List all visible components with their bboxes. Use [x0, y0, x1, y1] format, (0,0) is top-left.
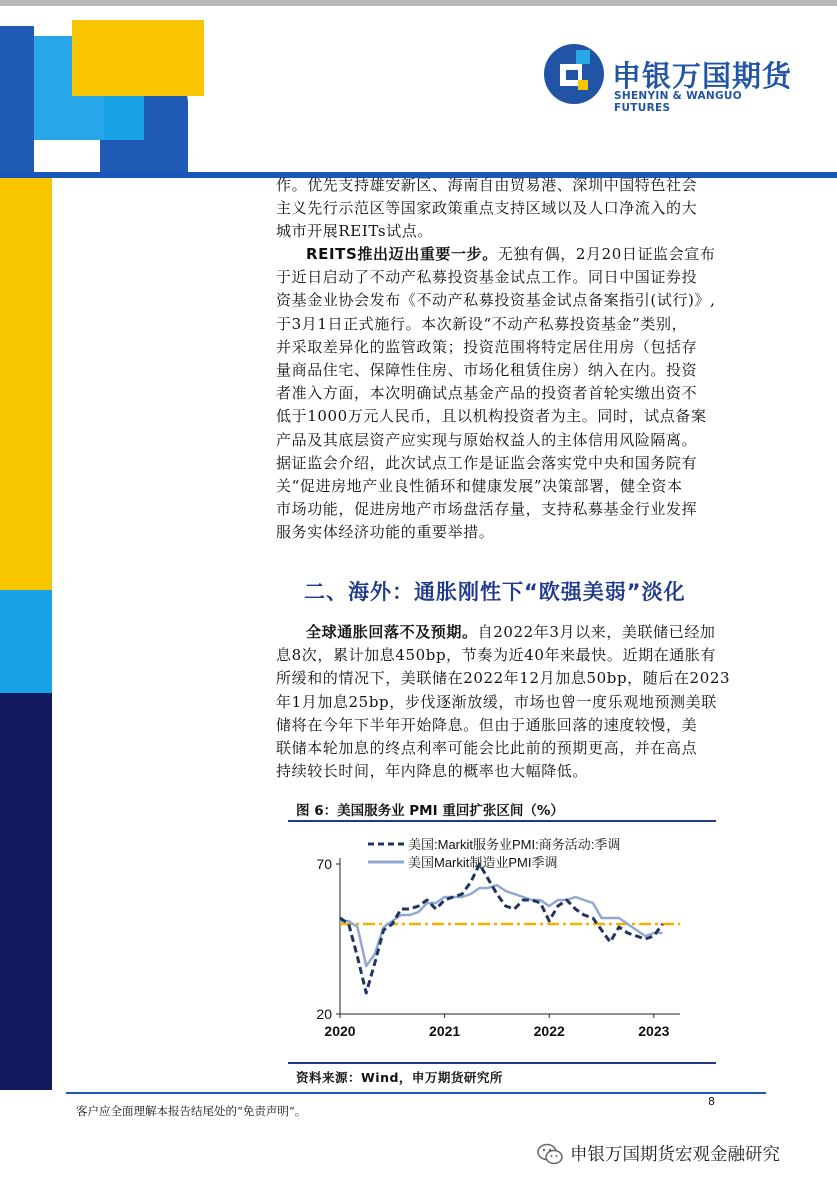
legend-label-services: 美国:Markit服务业PMI:商务活动:季调	[408, 837, 621, 852]
side-stripe-yellow	[0, 178, 52, 590]
paragraph-3	[276, 621, 730, 783]
footer-disclaimer: 客户应全面理解本报告结尾处的“免责声明”。	[76, 1104, 307, 1118]
paragraph-2	[276, 243, 715, 545]
text-line: 于3月1日正式施行。本次新设“不动产私募投资基金”类别，	[276, 314, 688, 333]
watermark-text: 申银万国期货宏观金融研究	[570, 1145, 780, 1165]
y-tick-label: 70	[316, 856, 332, 872]
page-number: 8	[708, 1095, 715, 1108]
legend	[368, 837, 620, 870]
figure-title: 图 6：美国服务业 PMI 重回扩张区间（%）	[296, 803, 564, 819]
company-logo	[542, 42, 802, 114]
x-tick-label: 2022	[533, 1023, 565, 1039]
legend-label-manufacturing: 美国Markit制造业PMI季调	[408, 855, 558, 870]
side-stripe-navy	[0, 693, 52, 1090]
pmi-line-chart	[288, 824, 716, 1062]
text-line: 所缓和的情况下，美联储在2022年12月加息50bp，随后在2023	[276, 669, 731, 688]
side-stripe-light-blue	[0, 590, 52, 693]
y-tick-label: 20	[316, 1006, 332, 1022]
paragraph-lead-rest: 自2022年3月以来，美联储已经加	[477, 623, 716, 641]
text-line: 作。优先支持雄安新区、海南自由贸易港、深圳中国特色社会	[276, 176, 698, 194]
corner-decoration-graphic	[0, 6, 210, 172]
text-line: 于近日启动了不动产私募投资基金试点工作。同日中国证券投	[276, 268, 698, 287]
text-line: 据证监会介绍，此次试点工作是证监会落实党中央和国务院有	[276, 453, 698, 472]
x-tick-label: 2020	[324, 1023, 356, 1039]
logo-cn-text: 申银万国期货	[612, 59, 793, 93]
text-line: 资基金业协会发布《不动产私募投资基金试点备案指引(试行)》,	[276, 291, 716, 310]
wechat-icon	[536, 1142, 564, 1166]
text-line: 主义先行示范区等国家政策重点支持区域以及人口净流入的大	[276, 199, 698, 218]
text-line: 息8次，累计加息450bp，节奏为近40年来最快。近期在通胀有	[276, 646, 717, 665]
header-decoration	[0, 6, 210, 172]
text-line: 联储本轮加息的终点利率可能会比此前的预期更高，并在高点	[276, 739, 698, 758]
logo-icon	[542, 42, 606, 106]
text-line: 城市开展REITs试点。	[276, 222, 433, 241]
text-line: 并采取差异化的监管政策；投资范围将特定居住用房（包括存	[276, 337, 698, 356]
x-tick-label: 2023	[638, 1023, 670, 1039]
text-line: 持续较长时间，年内降息的概率也大幅降低。	[276, 762, 589, 781]
text-line: 关“促进房地产业良性循环和健康发展”决策部署，健全资本	[276, 477, 683, 496]
paragraph-lead: 全球通胀回落不及预期。	[306, 623, 478, 641]
text-line: 年1月加息25bp，步伐逐渐放缓，市场也曾一度乐观地预测美联	[276, 692, 717, 711]
text-line: 低于1000万元人民币，且以机构投资者为主。同时，试点备案	[276, 407, 707, 426]
figure-title-rule	[288, 820, 716, 822]
watermark	[536, 1140, 826, 1168]
paragraph-lead-rest: 无独有偶，2月20日证监会宣布	[497, 245, 716, 263]
figure-source: 资料来源：Wind，申万期货研究所	[296, 1070, 503, 1085]
text-line: 产品及其底层资产应实现与原始权益人的主体信用风险隔离。	[276, 430, 698, 449]
paragraph-lead: REITS推出迈出重要一步。	[306, 245, 498, 263]
text-line	[276, 621, 730, 644]
footer-rule	[66, 1092, 766, 1094]
text-line	[276, 243, 715, 266]
x-tick-label: 2021	[429, 1023, 461, 1039]
text-line: 者准入方面，本次明确试点基金产品的投资者首轮实缴出资不	[276, 384, 698, 403]
plot-area	[316, 856, 680, 1039]
figure-bottom-rule	[288, 1062, 716, 1064]
section-heading: 二、海外：通胀刚性下“欧强美弱”淡化	[304, 580, 686, 604]
paragraph-1	[276, 174, 697, 244]
text-line: 储将在今年下半年开始降息。但由于通胀回落的速度较慢，美	[276, 715, 698, 734]
series-line-manufacturing	[340, 885, 663, 966]
text-line: 量商品住宅、保障性住房、市场化租赁住房）纳入在内。投资	[276, 361, 698, 380]
series-line-services	[340, 864, 663, 993]
text-line: 服务实体经济功能的重要举措。	[276, 523, 495, 542]
logo-en-text: SHENYIN & WANGUO FUTURES	[614, 90, 742, 114]
text-line: 市场功能，促进房地产市场盘活存量，支持私募基金行业发挥	[276, 500, 698, 519]
